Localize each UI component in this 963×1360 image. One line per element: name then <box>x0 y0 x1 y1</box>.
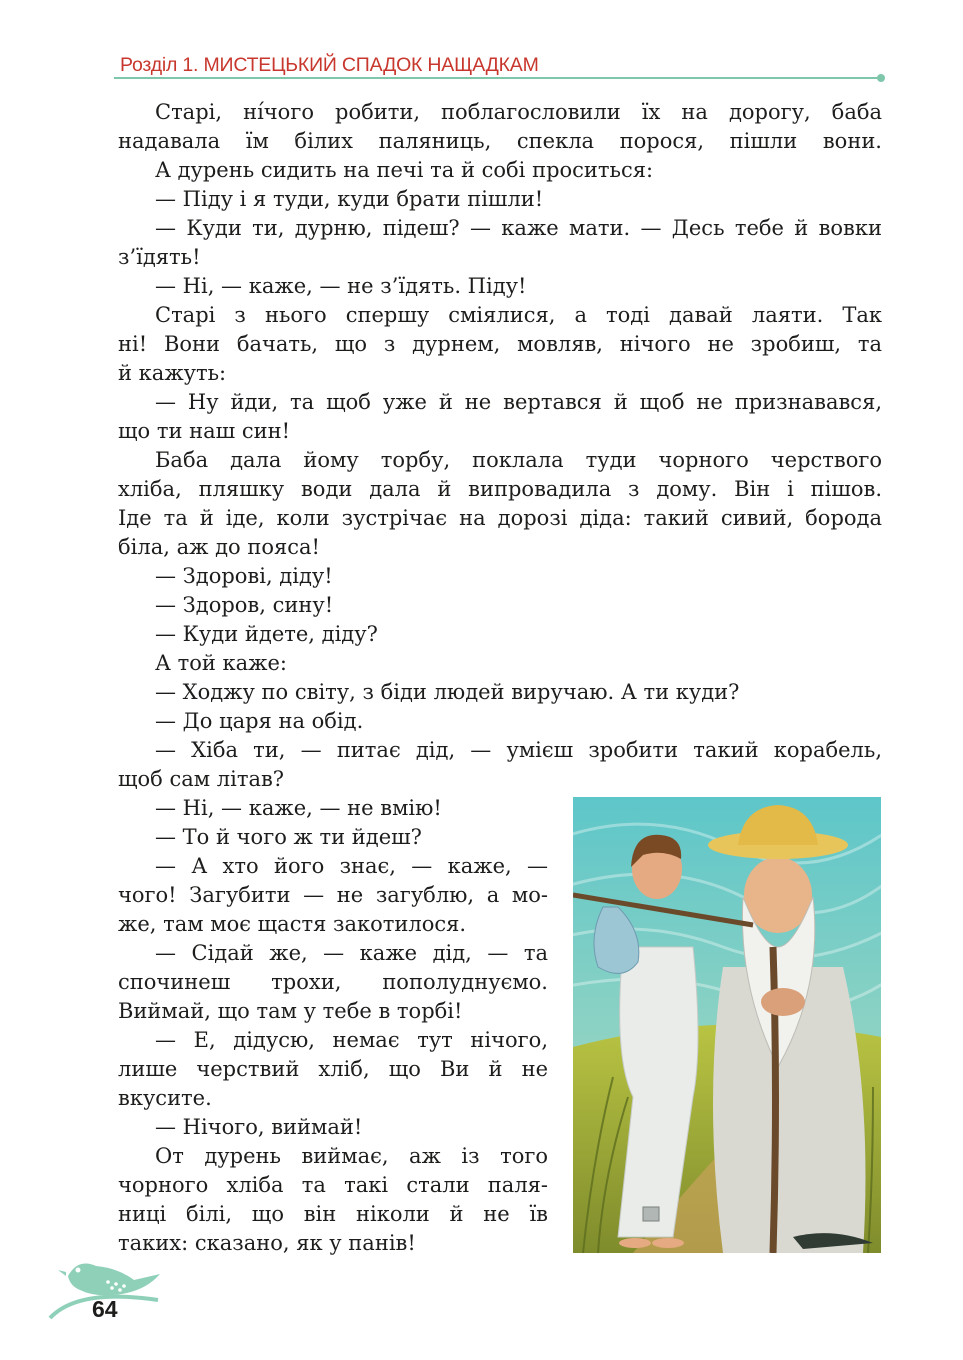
text-line: біла, аж до пояса! <box>118 535 320 559</box>
text-line: спочинеш трохи, пополуднуємо. <box>118 970 548 994</box>
text-line: Баба дала йому торбу, поклала туди чорного черствого <box>155 448 882 472</box>
text-line: Іде та й іде, коли зустрічає на дорозі діда: такий сивий, борода <box>118 506 882 530</box>
text-line: Старі з нього спершу сміялися, а тоді давай лаяти. Так <box>155 303 882 327</box>
text-line: чого! Загубити — не загублю, а мо- <box>118 883 548 907</box>
text-line: що ти наш син! <box>118 419 291 443</box>
text-line: — Здорові, діду! <box>155 564 333 588</box>
text-line: — До царя на обід. <box>155 709 364 733</box>
text-line: — Ходжу по світу, з біди людей виручаю. А ти куди? <box>155 680 740 704</box>
text-line: з’їдять! <box>118 245 201 269</box>
header-rule-dot <box>877 74 885 82</box>
text-line: — То й чого ж ти йдеш? <box>155 825 422 849</box>
text-line: А той каже: <box>155 651 287 675</box>
text-line: — А хто його знає, — каже, — <box>155 854 548 878</box>
text-line: й кажуть: <box>118 361 227 385</box>
text-line: щоб сам літав? <box>118 767 285 791</box>
text-line: чорного хліба та такі стали паля- <box>118 1173 548 1197</box>
boy-and-old-man-illustration <box>573 797 881 1253</box>
text-line: — Ні, — каже, — не вмію! <box>155 796 442 820</box>
text-line: — Хіба ти, — питає дід, — умієш зробити такий корабель, <box>155 738 882 762</box>
text-line: А дурень сидить на печі та й собі проситься: <box>155 158 654 182</box>
text-line: — Ну йди, та щоб уже й не вертався й щоб не признавався, <box>155 390 882 414</box>
text-line: ні! Вони бачать, що з дурнем, мовляв, нічого не зробиш, та <box>118 332 882 356</box>
text-line: — Здоров, сину! <box>155 593 334 617</box>
text-line: — Куди ти, дурню, підеш? — каже мати. — Десь тебе й вовки <box>155 216 882 240</box>
text-line: Старі, ні́чого робити, поблагословили їх на дорогу, баба <box>155 100 882 124</box>
text-line: хліба, пляшку води дала й випровадила з дому. Він і пішов. <box>118 477 882 501</box>
text-line: — Піду і я туди, куди брати пішли! <box>155 187 544 211</box>
text-line: же, там моє щастя закотилося. <box>118 912 467 936</box>
text-line: — Сідай же, — каже дід, — та <box>155 941 548 965</box>
page-number: 64 <box>92 1296 118 1322</box>
text-line: — Ні, — каже, — не з’їдять. Піду! <box>155 274 527 298</box>
text-line: ниці білі, що він ніколи й не їв <box>118 1202 548 1226</box>
text-line: Виймай, що там у тебе в торбі! <box>118 999 463 1023</box>
text-line: лише черствий хліб, що Ви й не <box>118 1057 548 1081</box>
text-line: таких: сказано, як у панів! <box>118 1231 416 1255</box>
section-header: Розділ 1. МИСТЕЦЬКИЙ СПАДОК НАЩАДКАМ <box>120 54 539 76</box>
text-line: — Куди йдете, діду? <box>155 622 378 646</box>
header-rule <box>114 77 880 79</box>
text-line: От дурень виймає, аж із того <box>155 1144 548 1168</box>
text-line: — Нічого, виймай! <box>155 1115 363 1139</box>
text-line: вкусите. <box>118 1086 212 1110</box>
text-line: — Е, дідусю, немає тут нічого, <box>155 1028 548 1052</box>
text-line: надавала їм білих паляниць, спекла порося, пішли вони. <box>118 129 882 153</box>
